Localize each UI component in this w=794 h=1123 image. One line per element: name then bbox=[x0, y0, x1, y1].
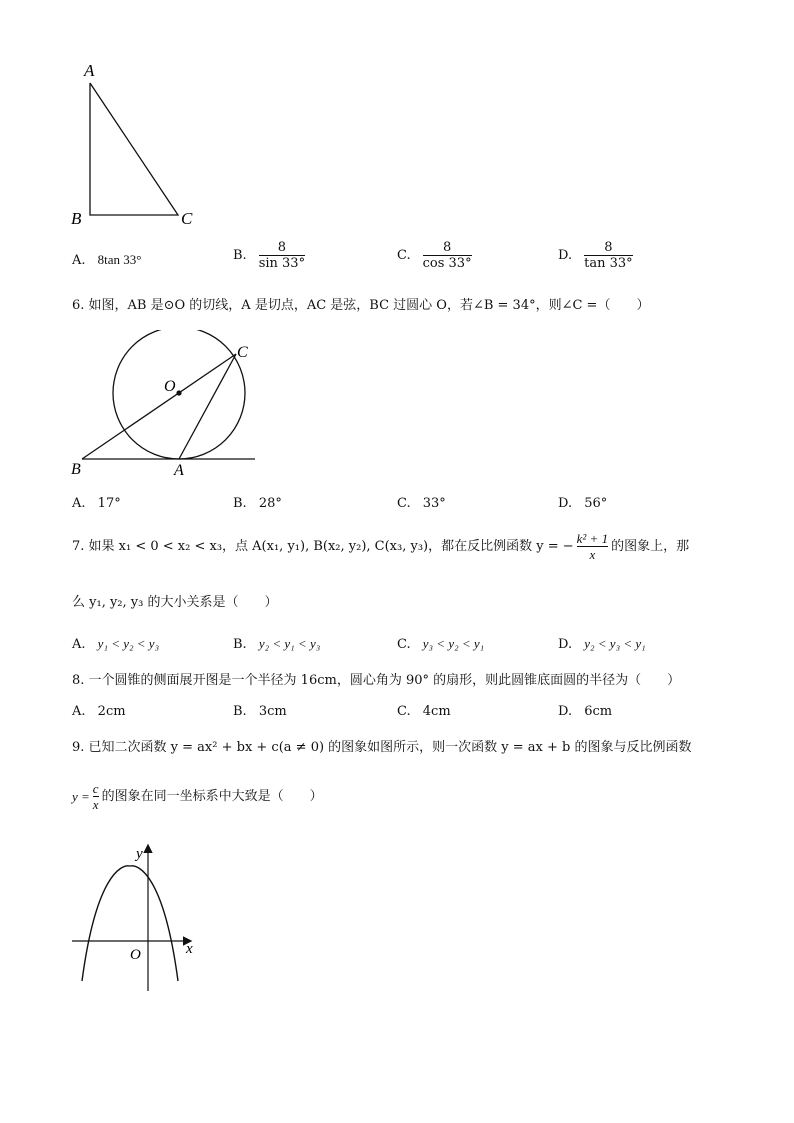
q6-option-a-letter: A. bbox=[72, 496, 86, 511]
q7-option-d[interactable] bbox=[558, 636, 646, 653]
q9-fraction bbox=[93, 781, 99, 812]
q7-line1-pre: 7. 如果 x₁ < 0 < x₂ < x₃，点 A(x₁, y₁), B(x₂, y₂), C(x₃, y₃)，都在反比例函数 y = − bbox=[72, 538, 574, 554]
q5-option-d-letter: D. bbox=[558, 247, 573, 263]
chord-ac bbox=[179, 354, 236, 459]
q7-line2: 么 y₁, y₂, y₃ 的大小关系是（ ） bbox=[72, 595, 278, 610]
q5-option-b-numerator: 8 bbox=[277, 240, 287, 255]
q8-option-c-letter: C. bbox=[397, 704, 411, 719]
q9-line2 bbox=[72, 781, 323, 812]
q7-option-a-letter: A. bbox=[72, 637, 86, 652]
q8-option-a-letter: A. bbox=[72, 704, 86, 719]
center-point-o bbox=[176, 390, 181, 395]
circle-tangent-figure bbox=[60, 330, 270, 480]
q8-option-d[interactable] bbox=[558, 704, 612, 720]
q7-option-a-text: y₁ < y₂ < y₃ bbox=[97, 636, 160, 651]
q9-fraction-denominator: x bbox=[92, 797, 99, 812]
origin-label-o: O bbox=[130, 947, 141, 963]
q6-option-a-text: 17° bbox=[97, 496, 121, 511]
q5-option-b-fraction bbox=[259, 240, 305, 271]
q6-option-b[interactable] bbox=[233, 496, 282, 512]
q5-option-b-letter: B. bbox=[233, 247, 247, 263]
q8-option-d-text: 6cm bbox=[584, 704, 613, 719]
q5-option-a-letter: A. bbox=[72, 253, 86, 268]
q5-option-d-numerator: 8 bbox=[604, 240, 613, 255]
parabola-figure bbox=[66, 836, 216, 996]
q6-text: 6. 如图，AB 是⊙O 的切线，A 是切点，AC 是弦，BC 过圆心 O，若∠B = 34°，则∠C =（ ） bbox=[72, 298, 650, 313]
q8-option-c[interactable] bbox=[397, 704, 451, 720]
q6-option-d-text: 56° bbox=[584, 496, 608, 511]
q7-option-c-text: y₃ < y₂ < y₁ bbox=[422, 636, 485, 651]
q7-line1-post: 的图象上，那 bbox=[611, 538, 690, 554]
q5-option-c-numerator: 8 bbox=[442, 240, 452, 255]
q9-line2-pre: y = bbox=[72, 788, 90, 804]
triangle-label-c: C bbox=[181, 209, 193, 228]
q7-option-d-letter: D. bbox=[558, 637, 573, 652]
q8-option-d-letter: D. bbox=[558, 704, 573, 719]
q7-line1 bbox=[72, 531, 689, 562]
q7-fraction-denominator: x bbox=[589, 547, 596, 562]
q8-option-a-text: 2cm bbox=[97, 704, 126, 719]
q5-option-d[interactable] bbox=[558, 240, 633, 271]
q9-line1: 9. 已知二次函数 y = ax² + bx + c(a ≠ 0) 的图象如图所示，则一次函数 y = ax + b 的图象与反比例函数 bbox=[72, 740, 692, 755]
secant-line-bc bbox=[82, 354, 236, 459]
q5-option-b-denominator: sin 33° bbox=[258, 256, 306, 271]
q6-option-a[interactable] bbox=[72, 496, 121, 512]
axis-label-y: y bbox=[136, 846, 143, 862]
q8-option-b-text: 3cm bbox=[258, 704, 287, 719]
q9-fraction-numerator: c bbox=[92, 781, 99, 796]
q6-option-c-text: 33° bbox=[422, 496, 446, 511]
q5-option-a[interactable] bbox=[72, 252, 142, 269]
triangle-figure bbox=[60, 58, 210, 233]
q9-line2-post: 的图象在同一坐标系中大致是（ ） bbox=[101, 788, 323, 804]
q7-option-d-text: y₂ < y₃ < y₁ bbox=[584, 636, 646, 651]
q8-option-b-letter: B. bbox=[233, 704, 247, 719]
circle-label-c: C bbox=[237, 344, 248, 361]
q5-option-c-letter: C. bbox=[397, 247, 411, 263]
q5-option-c[interactable] bbox=[397, 240, 472, 271]
q6-option-d[interactable] bbox=[558, 496, 607, 512]
triangle-label-b: B bbox=[71, 209, 82, 228]
parabola-curve bbox=[82, 866, 178, 981]
q7-option-b-letter: B. bbox=[233, 637, 247, 652]
q6-option-b-letter: B. bbox=[233, 496, 247, 511]
q5-option-c-fraction bbox=[423, 240, 472, 271]
triangle-label-a: A bbox=[84, 61, 95, 80]
circle-label-o: O bbox=[164, 378, 176, 395]
q8-option-b[interactable] bbox=[233, 704, 287, 720]
q8-text: 8. 一个圆锥的侧面展开图是一个半径为 16cm，圆心角为 90° 的扇形，则此圆锥底面圆的半径为（ ） bbox=[72, 673, 681, 688]
q7-option-c[interactable] bbox=[397, 636, 484, 653]
q7-fraction-numerator: k² + 1 bbox=[576, 531, 609, 546]
q6-option-c-letter: C. bbox=[397, 496, 411, 511]
triangle-outline bbox=[90, 83, 178, 215]
q5-option-d-denominator: tan 33° bbox=[584, 256, 633, 271]
q8-option-c-text: 4cm bbox=[422, 704, 451, 719]
q7-option-b[interactable] bbox=[233, 636, 320, 653]
q7-option-b-text: y₂ < y₁ < y₃ bbox=[258, 636, 321, 651]
q5-option-d-fraction bbox=[584, 240, 633, 271]
circle-label-b: B bbox=[71, 461, 81, 478]
q6-option-b-text: 28° bbox=[258, 496, 282, 511]
circle-label-a: A bbox=[174, 462, 184, 479]
q6-option-d-letter: D. bbox=[558, 496, 573, 511]
q7-option-a[interactable] bbox=[72, 636, 159, 653]
q5-option-a-text: 8tan 33° bbox=[97, 252, 142, 267]
q8-option-a[interactable] bbox=[72, 704, 126, 720]
q7-option-c-letter: C. bbox=[397, 637, 411, 652]
q5-option-b[interactable] bbox=[233, 240, 305, 271]
axis-label-x: x bbox=[186, 941, 193, 957]
q7-fraction bbox=[577, 531, 608, 562]
q6-option-c[interactable] bbox=[397, 496, 446, 512]
q5-option-c-denominator: cos 33° bbox=[422, 256, 472, 271]
